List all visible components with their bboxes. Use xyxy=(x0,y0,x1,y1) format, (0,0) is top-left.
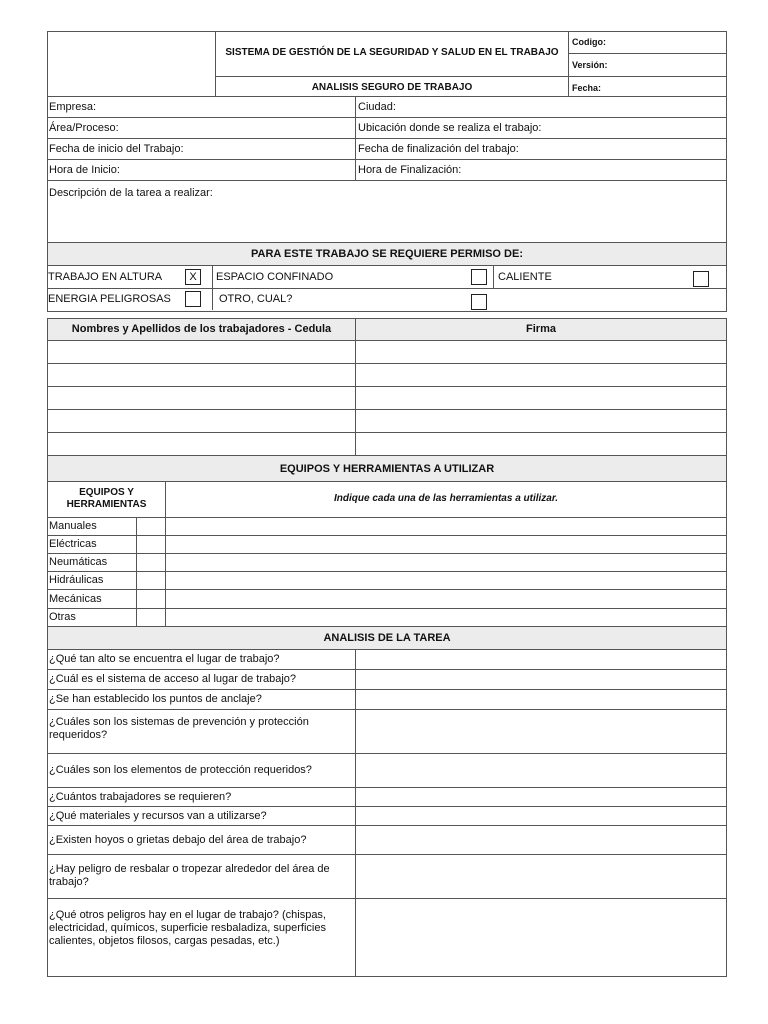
caliente-checkbox[interactable] xyxy=(693,271,709,287)
empresa-label: Empresa: xyxy=(49,101,97,113)
version-label: Versión: xyxy=(572,60,608,70)
analisis-heading-cell xyxy=(47,626,727,650)
hora-inicio-label: Hora de Inicio: xyxy=(49,164,120,176)
answer-cell[interactable] xyxy=(355,854,727,899)
fecha-label: Fecha: xyxy=(572,83,602,93)
question-text: ¿Hay peligro de resbalar o tropezar alrededor del área de trabajo? xyxy=(49,863,330,888)
worker-row-firma[interactable] xyxy=(355,409,727,433)
descripcion-label: Descripción de la tarea a realizar: xyxy=(49,187,213,199)
equipo-row xyxy=(47,608,137,627)
equipo-label: Otras xyxy=(49,611,76,623)
equipos-col-label-2: HERRAMIENTAS xyxy=(66,499,147,510)
energia-label: ENERGIA PELIGROSAS xyxy=(48,293,171,305)
equipo-detail-cell[interactable] xyxy=(165,517,727,536)
firma-header: Firma xyxy=(526,323,556,335)
question-text: ¿Cuáles son los sistemas de prevención y protección requeridos? xyxy=(49,716,309,741)
ubicacion-cell[interactable] xyxy=(355,117,727,139)
equipo-check-cell[interactable] xyxy=(136,535,166,554)
equipo-detail-cell[interactable] xyxy=(165,608,727,627)
empresa-cell[interactable] xyxy=(47,96,356,118)
worker-row-name[interactable] xyxy=(47,363,356,387)
worker-row-name[interactable] xyxy=(47,432,356,456)
equipo-check-cell[interactable] xyxy=(136,517,166,536)
answer-cell[interactable] xyxy=(355,689,727,710)
question-text: ¿Cuáles son los elementos de protección requeridos? xyxy=(49,764,312,776)
altura-label: TRABAJO EN ALTURA xyxy=(48,271,163,283)
energia-checkbox[interactable] xyxy=(185,291,201,307)
worker-row-firma[interactable] xyxy=(355,386,727,410)
answer-cell[interactable] xyxy=(355,669,727,690)
ciudad-cell[interactable] xyxy=(355,96,727,118)
equipo-detail-cell[interactable] xyxy=(165,589,727,609)
equipo-detail-cell[interactable] xyxy=(165,553,727,572)
area-label: Área/Proceso: xyxy=(49,122,119,134)
equipo-row xyxy=(47,517,137,536)
answer-cell[interactable] xyxy=(355,753,727,788)
equipo-check-cell[interactable] xyxy=(136,553,166,572)
nombres-header: Nombres y Apellidos de los trabajadores - Cedula xyxy=(71,323,332,335)
area-cell[interactable] xyxy=(47,117,356,139)
question-text: ¿Qué materiales y recursos van a utilizarse? xyxy=(49,810,267,822)
question-text: ¿Cuántos trabajadores se requieren? xyxy=(49,791,232,803)
caliente-label: CALIENTE xyxy=(498,271,552,283)
question-text: ¿Cuál es el sistema de acceso al lugar de trabajo? xyxy=(49,673,297,685)
answer-cell[interactable] xyxy=(355,787,727,807)
equipos-heading-cell xyxy=(47,455,727,482)
answer-cell[interactable] xyxy=(355,898,727,977)
codigo-label: Codigo: xyxy=(572,37,606,47)
nombres-header-cell xyxy=(47,318,356,341)
permisos-heading: PARA ESTE TRABAJO SE REQUIERE PERMISO DE: xyxy=(251,248,523,260)
hora-inicio-cell[interactable] xyxy=(47,159,356,181)
question-cell xyxy=(47,825,356,855)
fecha-inicio-cell[interactable] xyxy=(47,138,356,160)
question-text: ¿Qué otros peligros hay en el lugar de trabajo? (chispas, electricidad, químicos, superficie resbaladiza, superficies calientes, objetos filosos, cargas pesadas, etc.) xyxy=(49,909,326,947)
answer-cell[interactable] xyxy=(355,806,727,826)
fecha-cell xyxy=(568,76,727,97)
equipos-col-label-1: EQUIPOS Y xyxy=(79,487,134,498)
worker-row-firma[interactable] xyxy=(355,363,727,387)
question-cell xyxy=(47,787,356,807)
worker-row-name[interactable] xyxy=(47,409,356,433)
logo-cell xyxy=(47,31,216,97)
equipo-row xyxy=(47,571,137,590)
hora-fin-label: Hora de Finalización: xyxy=(358,164,462,176)
altura-checkbox[interactable] xyxy=(185,269,201,285)
question-cell xyxy=(47,898,356,977)
analisis-heading: ANALISIS DE LA TAREA xyxy=(323,632,451,644)
hora-fin-cell[interactable] xyxy=(355,159,727,181)
permisos-heading-cell xyxy=(47,242,727,266)
equipos-instruction: Indique cada una de las herramientas a utilizar. xyxy=(334,493,558,504)
version-cell xyxy=(568,53,727,77)
equipos-col-label-cell xyxy=(47,481,166,518)
equipos-heading: EQUIPOS Y HERRAMIENTAS A UTILIZAR xyxy=(279,463,495,475)
firma-header-cell xyxy=(355,318,727,341)
equipo-label: Manuales xyxy=(49,520,97,532)
question-text: ¿Se han establecido los puntos de anclaje? xyxy=(49,693,262,705)
equipo-detail-cell[interactable] xyxy=(165,571,727,590)
fecha-fin-cell[interactable] xyxy=(355,138,727,160)
question-cell xyxy=(47,806,356,826)
confinado-label: ESPACIO CONFINADO xyxy=(216,271,334,283)
question-cell xyxy=(47,709,356,754)
codigo-cell xyxy=(568,31,727,54)
equipo-label: Mecánicas xyxy=(49,593,102,605)
otro-checkbox[interactable] xyxy=(471,294,487,310)
worker-row-name[interactable] xyxy=(47,340,356,364)
otro-label: OTRO, CUAL? xyxy=(219,293,293,305)
worker-row-firma[interactable] xyxy=(355,432,727,456)
question-cell xyxy=(47,689,356,710)
question-text: ¿Qué tan alto se encuentra el lugar de trabajo? xyxy=(49,653,280,665)
equipo-label: Eléctricas xyxy=(49,538,97,550)
fecha-inicio-label: Fecha de inicio del Trabajo: xyxy=(49,143,184,155)
confinado-checkbox[interactable] xyxy=(471,269,487,285)
equipo-label: Neumáticas xyxy=(49,556,108,568)
altura-check-mark: X xyxy=(189,271,197,283)
equipo-row xyxy=(47,589,137,609)
question-text: ¿Existen hoyos o grietas debajo del área de trabajo? xyxy=(49,834,307,846)
doc-title: ANALISIS SEGURO DE TRABAJO xyxy=(311,82,473,93)
equipo-row xyxy=(47,535,137,554)
doc-title-cell xyxy=(215,76,569,97)
answer-cell[interactable] xyxy=(355,825,727,855)
equipo-detail-cell[interactable] xyxy=(165,535,727,554)
equipo-check-cell[interactable] xyxy=(136,608,166,627)
equipo-label: Hidráulicas xyxy=(49,574,104,586)
system-title: SISTEMA DE GESTIÓN DE LA SEGURIDAD Y SALUD EN EL TRABAJO xyxy=(225,47,559,58)
question-cell xyxy=(47,854,356,899)
equipo-row xyxy=(47,553,137,572)
equipo-check-cell[interactable] xyxy=(136,571,166,590)
equipos-instruction-cell xyxy=(165,481,727,518)
fecha-fin-label: Fecha de finalización del trabajo: xyxy=(358,143,519,155)
worker-row-name[interactable] xyxy=(47,386,356,410)
answer-cell[interactable] xyxy=(355,709,727,754)
question-cell xyxy=(47,753,356,788)
system-title-cell xyxy=(215,31,569,77)
question-cell xyxy=(47,649,356,670)
ubicacion-label: Ubicación donde se realiza el trabajo: xyxy=(358,122,542,134)
descripcion-cell[interactable] xyxy=(47,180,727,243)
worker-row-firma[interactable] xyxy=(355,340,727,364)
answer-cell[interactable] xyxy=(355,649,727,670)
caliente-divider xyxy=(493,265,494,289)
equipo-check-cell[interactable] xyxy=(136,589,166,609)
question-cell xyxy=(47,669,356,690)
ciudad-label: Ciudad: xyxy=(358,101,396,113)
